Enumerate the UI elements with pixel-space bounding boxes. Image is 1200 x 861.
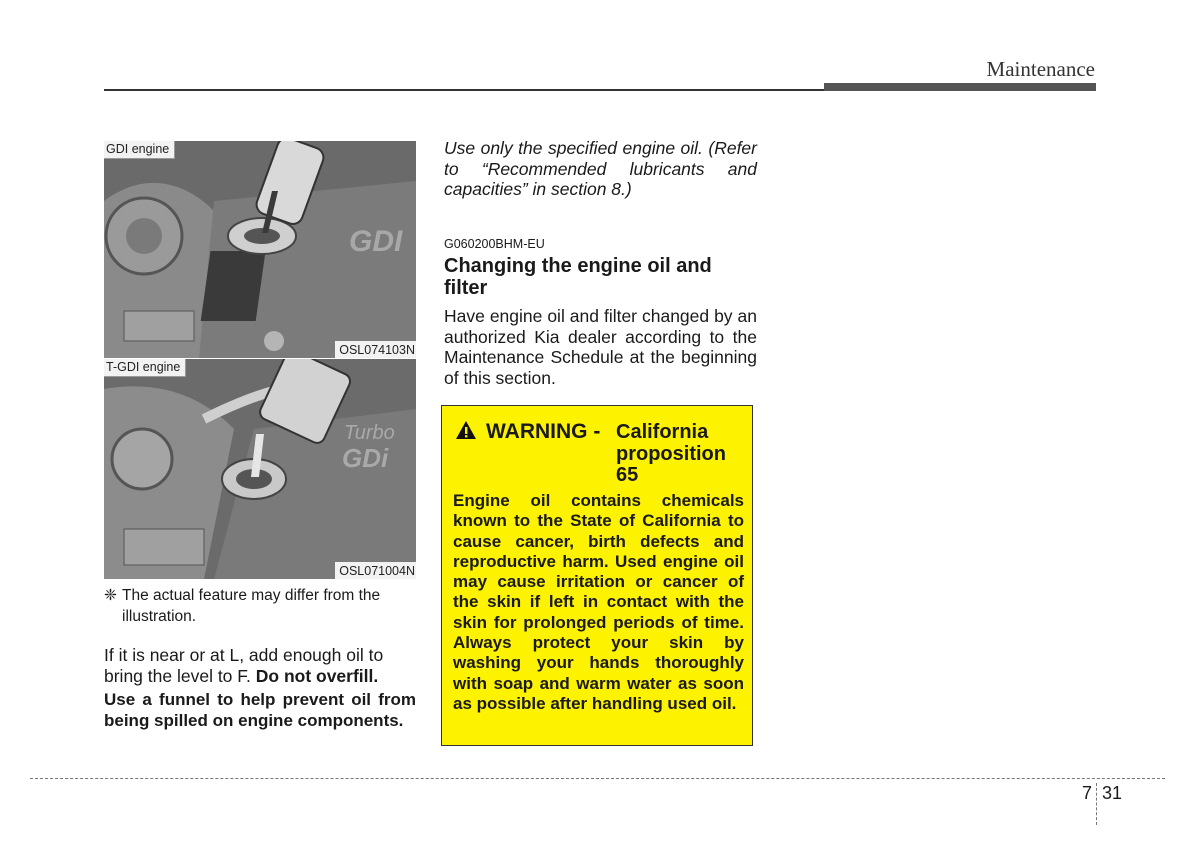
figure-code: OSL074103N bbox=[335, 341, 416, 358]
figure-label: GDI engine bbox=[104, 141, 175, 159]
note-text: The actual feature may differ from the illustration. bbox=[122, 587, 381, 625]
warning-box bbox=[441, 405, 753, 746]
footer-rule bbox=[30, 778, 1165, 779]
running-header-title: Maintenance bbox=[986, 57, 1095, 81]
oil-level-emphasis: Do not overfill. bbox=[255, 665, 379, 686]
svg-text:Turbo: Turbo bbox=[344, 422, 395, 444]
figure-gdi-engine bbox=[104, 141, 416, 358]
chapter-number: 7 bbox=[1081, 783, 1092, 803]
oil-level-paragraph bbox=[104, 645, 416, 686]
warning-label: WARNING - bbox=[486, 420, 601, 443]
funnel-paragraph: Use a funnel to help prevent oil from being spilled on engine components. bbox=[104, 690, 416, 730]
warning-body: Engine oil contains chemicals known to the State of California to cause cancer, birth defects and reproductive harm. Used engine oil may cause irritation or cancer of the skin if left in contact with the skin for prolonged periods of time. Always protect your skin by washing your hands thoroughly with soap and warm water as soon as possible after handling used oil. bbox=[453, 491, 744, 713]
svg-text:GDi: GDi bbox=[342, 443, 389, 473]
oil-level-text: If it is near or at L, add enough oil to bring the level to F. bbox=[104, 645, 384, 686]
header-rule bbox=[104, 89, 824, 91]
specified-oil-note: Use only the specified engine oil. (Refer to “Recommended lubricants and capacities” in section 8.) bbox=[444, 138, 757, 199]
illustration-note bbox=[104, 585, 416, 627]
figure-label: T-GDI engine bbox=[104, 359, 186, 377]
footer-divider bbox=[1096, 783, 1097, 825]
note-symbol: ❈ bbox=[104, 587, 117, 604]
header-rule-accent bbox=[824, 83, 1096, 91]
engine-illustration bbox=[104, 359, 416, 579]
section-title: Changing the engine oil and filter bbox=[444, 255, 712, 299]
engine-illustration bbox=[104, 141, 416, 358]
section-code: G060200BHM-EU bbox=[444, 237, 545, 251]
warning-subtitle: California proposition 65 bbox=[616, 421, 726, 486]
svg-text:GDI: GDI bbox=[349, 225, 403, 258]
page-number: 31 bbox=[1102, 783, 1123, 803]
warning-triangle-icon bbox=[455, 420, 477, 440]
section-body: Have engine oil and filter changed by an authorized Kia dealer according to the Maintenance Schedule at the beginning of this section. bbox=[444, 306, 757, 388]
figure-code: OSL071004N bbox=[335, 562, 416, 579]
figure-tgdi-engine bbox=[104, 359, 416, 579]
